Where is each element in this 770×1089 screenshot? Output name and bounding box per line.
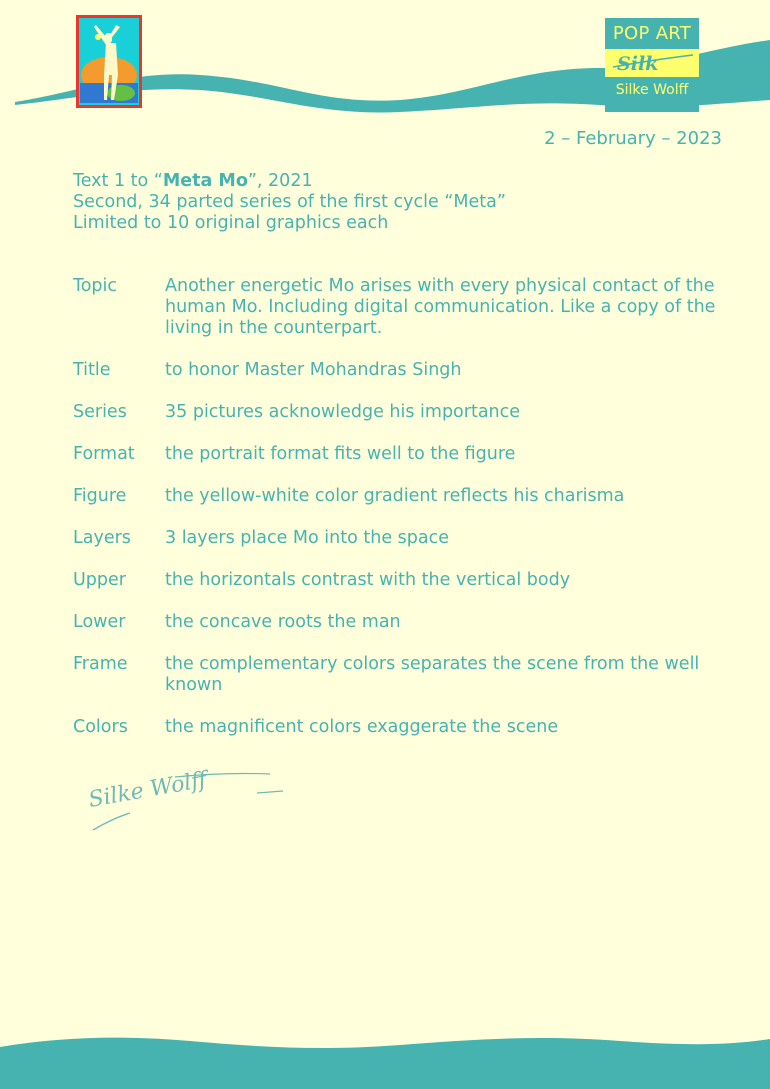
brand-logo-text: Silk (617, 53, 659, 75)
detail-text: the horizontals contrast with the vertical body (165, 570, 571, 590)
brand-logo-block (605, 18, 699, 112)
brand-name: Silke Wolff (615, 82, 689, 98)
intro-line-2: Second, 34 parted series of the first cycle “Meta” (73, 192, 506, 212)
footer-wave (0, 1029, 770, 1089)
detail-layers (73, 528, 733, 549)
detail-topic (73, 276, 733, 339)
detail-label: Frame (73, 654, 128, 674)
detail-text: 3 layers place Mo into the space (165, 528, 449, 548)
detail-label: Figure (73, 486, 127, 506)
detail-label: Lower (73, 612, 126, 632)
signature-text: Silke Wolff (86, 767, 209, 813)
detail-text: the magnificent colors exaggerate the scene (165, 717, 559, 737)
intro-prefix: Text 1 to “ (73, 171, 163, 191)
detail-text: Another energetic Mo arises with every physical contact of the human Mo. Including digital communication. Like a copy of the living in the counterpart. (165, 276, 716, 338)
intro-line-3: Limited to 10 original graphics each (73, 213, 389, 233)
detail-frame (73, 654, 733, 696)
detail-label: Upper (73, 570, 126, 590)
detail-lower (73, 612, 733, 633)
detail-series (73, 402, 733, 423)
signature-image (85, 765, 295, 840)
detail-upper (73, 570, 733, 591)
detail-label: Format (73, 444, 135, 464)
detail-text: 35 pictures acknowledge his importance (165, 402, 521, 422)
detail-label: Colors (73, 717, 128, 737)
detail-label: Topic (73, 276, 118, 296)
detail-text: to honor Master Mohandras Singh (165, 360, 462, 380)
detail-text: the portrait format fits well to the figure (165, 444, 516, 464)
detail-figure (73, 486, 733, 507)
intro-suffix: ”, 2021 (247, 171, 313, 191)
silk-logo-icon (605, 49, 699, 77)
intro-line-1 (73, 171, 506, 192)
detail-colors (73, 717, 733, 738)
artwork-thumbnail (76, 15, 142, 108)
detail-text: the concave roots the man (165, 612, 401, 632)
brand-pop-art: POP ART (612, 23, 692, 44)
detail-label: Title (73, 360, 111, 380)
document-date: 2 – February – 2023 (544, 128, 722, 149)
detail-label: Series (73, 402, 127, 422)
artwork-title: Meta Mo (162, 171, 248, 191)
detail-text: the complementary colors separates the scene from the well known (165, 654, 700, 695)
details-list (73, 276, 733, 759)
intro-block (73, 171, 506, 234)
detail-label: Layers (73, 528, 131, 548)
detail-title (73, 360, 733, 381)
detail-text: the yellow-white color gradient reflects his charisma (165, 486, 625, 506)
detail-format (73, 444, 733, 465)
